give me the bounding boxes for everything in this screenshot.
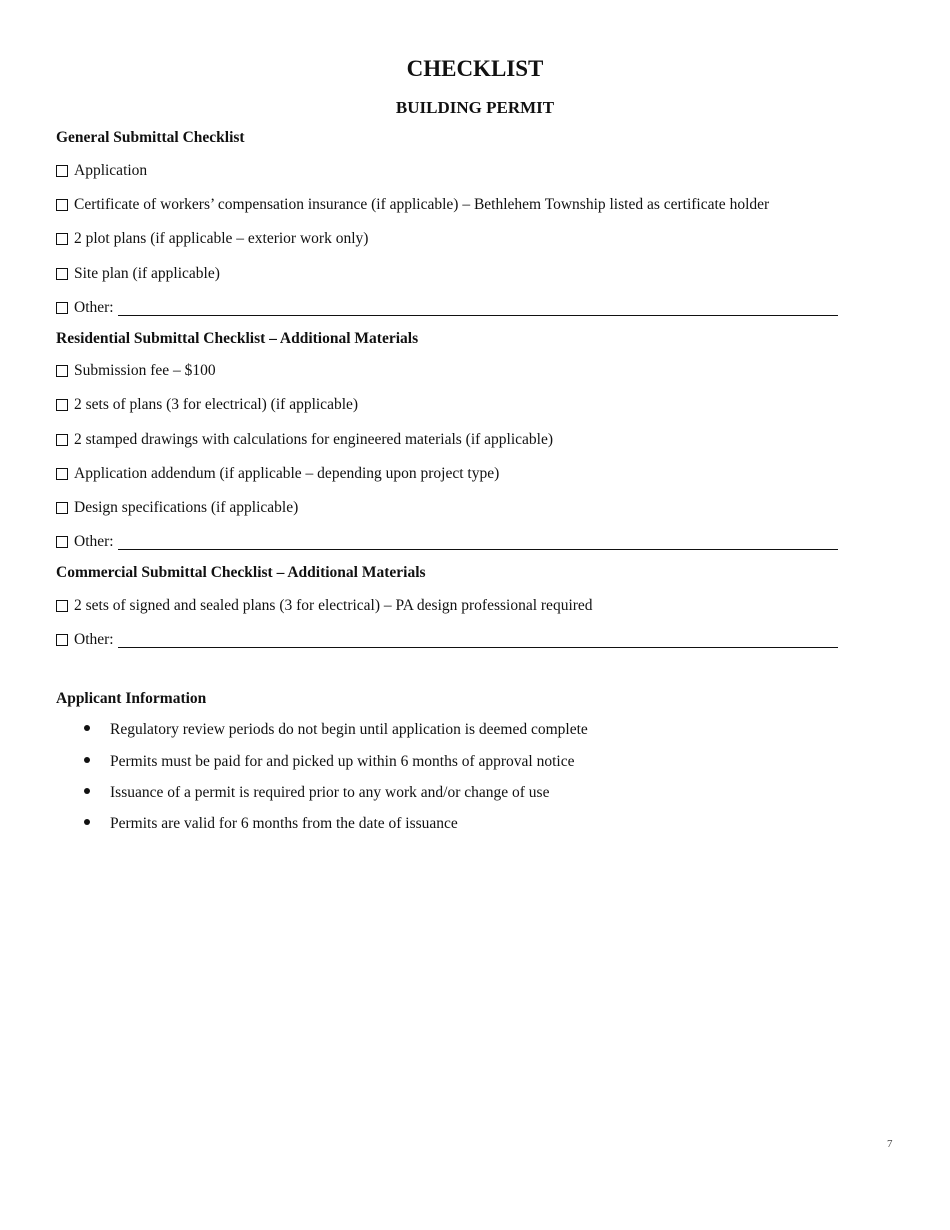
commercial-checklist-heading: Commercial Submittal Checklist – Additional Materials <box>56 564 426 581</box>
applicant-bullet <box>84 721 588 739</box>
applicant-bullet <box>84 815 458 833</box>
bullet-dot <box>84 788 90 794</box>
checkbox[interactable] <box>56 165 68 177</box>
residential-checklist-heading: Residential Submittal Checklist – Additional Materials <box>56 330 419 347</box>
bullet-dot <box>84 819 90 825</box>
general-item-application[interactable] <box>56 162 147 180</box>
residential-item-addendum[interactable] <box>56 465 499 483</box>
bullet-dot <box>84 725 90 731</box>
item-label: Certificate of workers’ compensation insurance (if applicable) – Bethlehem Township listed as certificate holder <box>74 196 770 213</box>
checkbox[interactable] <box>56 399 68 411</box>
item-label: Site plan (if applicable) <box>74 265 220 282</box>
residential-item-stamped-drawings[interactable] <box>56 431 553 449</box>
bullet-text: Permits are valid for 6 months from the date of issuance <box>110 815 458 832</box>
checkbox[interactable] <box>56 199 68 211</box>
residential-item-fee[interactable] <box>56 362 216 380</box>
commercial-item-plans[interactable] <box>56 597 593 615</box>
checkbox[interactable] <box>56 302 68 314</box>
other-label: Other: <box>74 299 114 316</box>
other-input-line[interactable] <box>118 632 838 648</box>
item-label: Application <box>74 162 148 179</box>
general-item-workers-comp[interactable] <box>56 196 769 214</box>
item-label: Submission fee – $100 <box>74 362 216 379</box>
general-item-plot-plans[interactable] <box>56 230 368 248</box>
checkbox[interactable] <box>56 634 68 646</box>
residential-item-plans[interactable] <box>56 396 358 414</box>
item-label: 2 plot plans (if applicable – exterior work only) <box>74 230 369 247</box>
other-label: Other: <box>74 631 114 648</box>
checkbox[interactable] <box>56 268 68 280</box>
bullet-dot <box>84 757 90 763</box>
page-number: 7 <box>887 1138 893 1150</box>
item-label: 2 sets of plans (3 for electrical) (if applicable) <box>74 396 359 413</box>
other-input-line[interactable] <box>118 534 838 550</box>
bullet-text: Permits must be paid for and picked up within 6 months of approval notice <box>110 753 575 770</box>
checkbox[interactable] <box>56 233 68 245</box>
item-label: 2 sets of signed and sealed plans (3 for electrical) – PA design professional required <box>74 597 593 614</box>
checkbox[interactable] <box>56 536 68 548</box>
other-input-line[interactable] <box>118 300 838 316</box>
checkbox[interactable] <box>56 365 68 377</box>
general-checklist-heading: General Submittal Checklist <box>56 129 245 146</box>
commercial-item-other[interactable] <box>56 631 838 649</box>
applicant-bullet <box>84 753 575 771</box>
checkbox[interactable] <box>56 502 68 514</box>
item-label: Design specifications (if applicable) <box>74 499 299 516</box>
bullet-text: Issuance of a permit is required prior to any work and/or change of use <box>110 784 550 801</box>
applicant-bullet <box>84 784 549 802</box>
residential-item-design-specs[interactable] <box>56 499 298 517</box>
checkbox[interactable] <box>56 434 68 446</box>
bullet-text: Regulatory review periods do not begin until application is deemed complete <box>110 721 588 738</box>
item-label: 2 stamped drawings with calculations for engineered materials (if applicable) <box>74 431 554 448</box>
residential-item-other[interactable] <box>56 533 838 551</box>
other-label: Other: <box>74 533 114 550</box>
checkbox[interactable] <box>56 468 68 480</box>
item-label: Application addendum (if applicable – depending upon project type) <box>74 465 500 482</box>
applicant-info-heading: Applicant Information <box>56 690 207 707</box>
checkbox[interactable] <box>56 600 68 612</box>
general-item-site-plan[interactable] <box>56 265 220 283</box>
general-item-other[interactable] <box>56 299 838 317</box>
page-title: CHECKLIST <box>406 56 544 81</box>
page-subtitle: BUILDING PERMIT <box>395 98 555 117</box>
